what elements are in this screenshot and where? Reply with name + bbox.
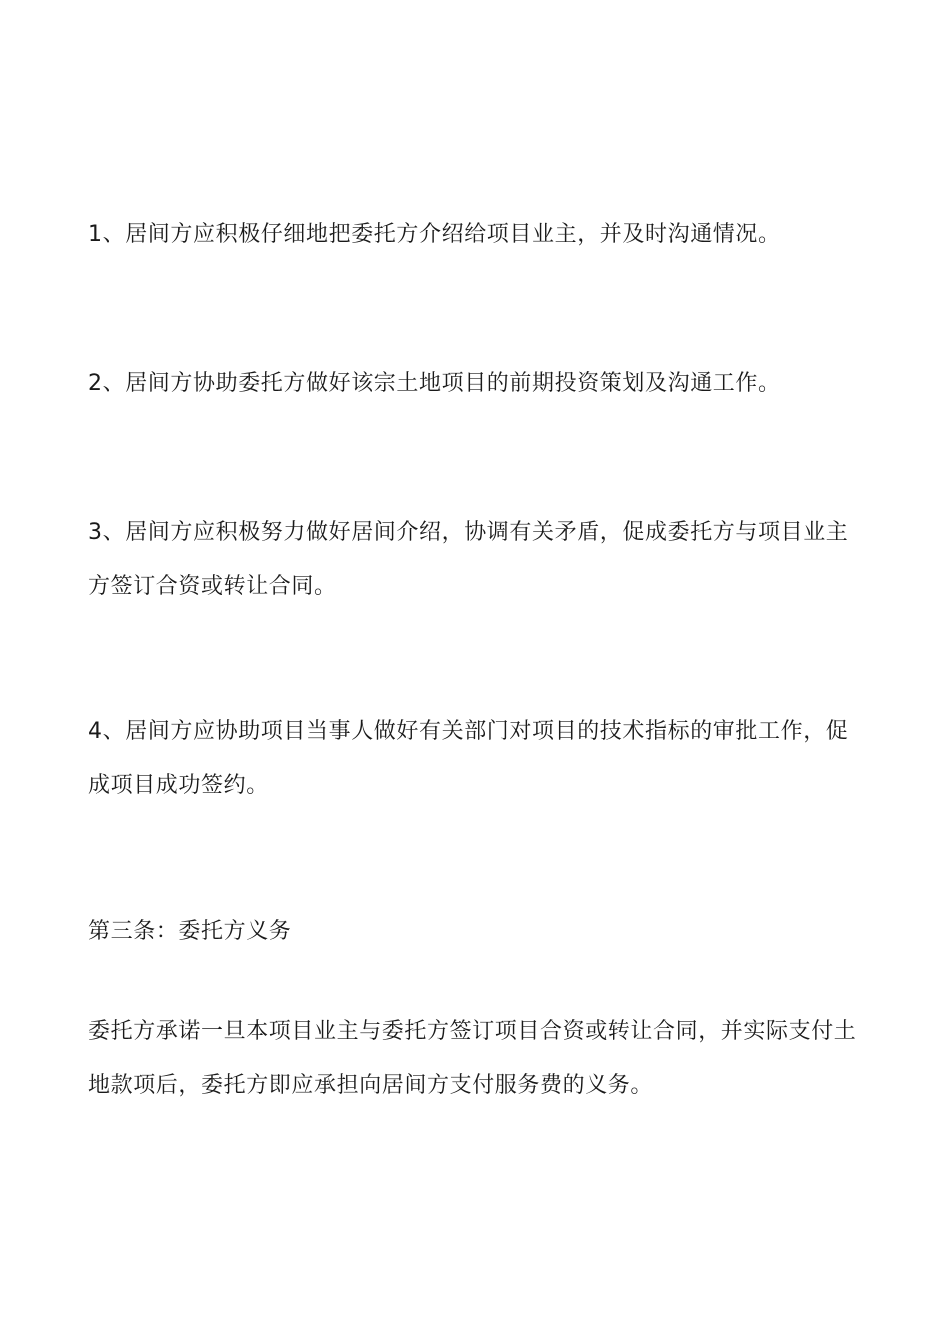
paragraph-1: 1、居间方应积极仔细地把委托方介绍给项目业主，并及时沟通情况。	[88, 222, 781, 247]
section-heading: 第三条：委托方义务	[88, 919, 292, 944]
paragraph-3: 3、居间方应积极努力做好居间介绍，协调有关矛盾，促成委托方与项目业主方签订合资或转让合同。	[88, 520, 849, 599]
paragraph-4: 4、居间方应协助项目当事人做好有关部门对项目的技术指标的审批工作，促成项目成功签约。	[88, 719, 849, 798]
paragraph-2: 2、居间方协助委托方做好该宗土地项目的前期投资策划及沟通工作。	[88, 371, 781, 396]
section-body: 委托方承诺一旦本项目业主与委托方签订项目合资或转让合同，并实际支付土地款项后，委托方即应承担向居间方支付服务费的义务。	[88, 1019, 857, 1098]
